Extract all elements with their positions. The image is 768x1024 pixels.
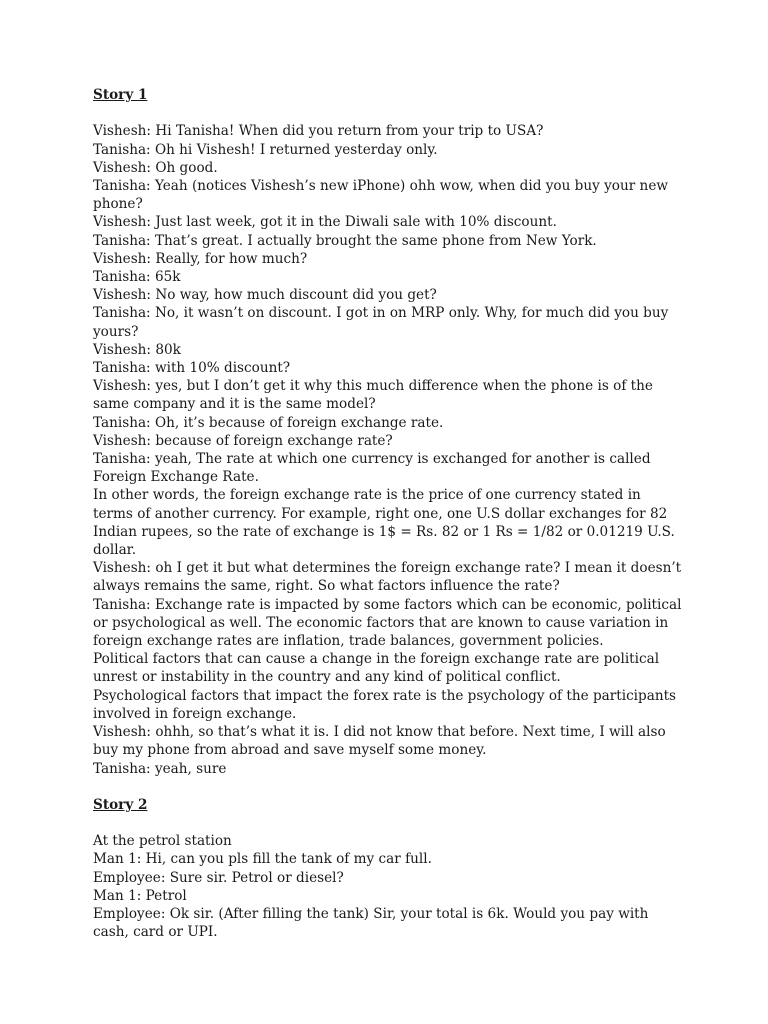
dialogue-line: Vishesh: yes, but I don’t get it why this much difference when the phone is of the same company and it is the same model?	[93, 378, 658, 413]
scene-line: At the petrol station	[93, 833, 232, 850]
dialogue-line: Tanisha: Yeah (notices Vishesh’s new iPhone) ohh wow, when did you buy your new phone?	[93, 178, 673, 213]
dialogue-line: Tanisha: That’s great. I actually brought the same phone from New York.	[93, 232, 597, 249]
dialogue-line: Man 1: Hi, can you pls fill the tank of my car full.	[93, 851, 432, 868]
dialogue-line: Vishesh: Just last week, got it in the Diwali sale with 10% discount.	[93, 214, 557, 231]
dialogue-line: Tanisha: Oh, it’s because of foreign exchange rate.	[93, 414, 444, 431]
dialogue-line: Vishesh: No way, how much discount did you get?	[93, 287, 437, 304]
dialogue-line: Tanisha: Oh hi Vishesh! I returned yesterday only.	[93, 141, 438, 158]
dialogue-line: Tanisha: 65k	[93, 269, 181, 286]
dialogue-line: Vishesh: because of foreign exchange rate?	[93, 432, 393, 449]
dialogue-line: Man 1: Petrol	[93, 887, 187, 904]
spacer	[93, 778, 683, 796]
dialogue-line: Tanisha: No, it wasn’t on discount. I got in on MRP only. Why, for much did you buy yours?	[93, 305, 673, 340]
document-page	[93, 86, 686, 942]
dialogue-line: Vishesh: Really, for how much?	[93, 250, 308, 267]
dialogue-line: Employee: Sure sir. Petrol or diesel?	[93, 869, 344, 886]
dialogue-line: Vishesh: 80k	[93, 341, 181, 358]
paragraph: Political factors that can cause a change in the foreign exchange rate are political unrest or instability in the country and any kind of political conflict.	[93, 651, 664, 686]
dialogue-line: Tanisha: Exchange rate is impacted by some factors which can be economic, political or psychological as well. The economic factors that are known to cause variation in foreign exchange rates are inflation, trade balances, government policies.	[93, 596, 686, 650]
dialogue-line: Employee: Ok sir. (After filling the tank) Sir, your total is 6k. Would you pay with cash, card or UPI.	[93, 906, 653, 941]
paragraph: Psychological factors that impact the forex rate is the psychology of the participants involved in foreign exchange.	[93, 687, 681, 722]
dialogue-line: Tanisha: yeah, The rate at which one currency is exchanged for another is called Foreign Exchange Rate.	[93, 451, 655, 486]
dialogue-line: Vishesh: Oh good.	[93, 159, 218, 176]
story-1-heading: Story 1	[93, 87, 148, 103]
spacer	[93, 104, 683, 122]
dialogue-line: Tanisha: with 10% discount?	[93, 360, 291, 377]
dialogue-line: Tanisha: yeah, sure	[93, 760, 227, 777]
spacer	[93, 814, 683, 832]
story-2-heading: Story 2	[93, 796, 148, 813]
dialogue-line: Vishesh: ohhh, so that’s what it is. I did not know that before. Next time, I will also buy my phone from abroad and save myself some money.	[93, 724, 670, 759]
dialogue-line: Vishesh: oh I get it but what determines the foreign exchange rate? I mean it doesn’t always remains the same, right. So what factors influence the rate?	[93, 560, 686, 595]
dialogue-line: Vishesh: Hi Tanisha! When did you return from your trip to USA?	[93, 123, 544, 140]
paragraph: In other words, the foreign exchange rate is the price of one currency stated in terms of another currency. For example, right one, one U.S dollar exchanges for 82 Indian rupees, so the rate of exchange is 1$ = Rs. 82 or 1 Rs = 1/82 or 0.01219 U.S. dollar.	[93, 487, 680, 559]
